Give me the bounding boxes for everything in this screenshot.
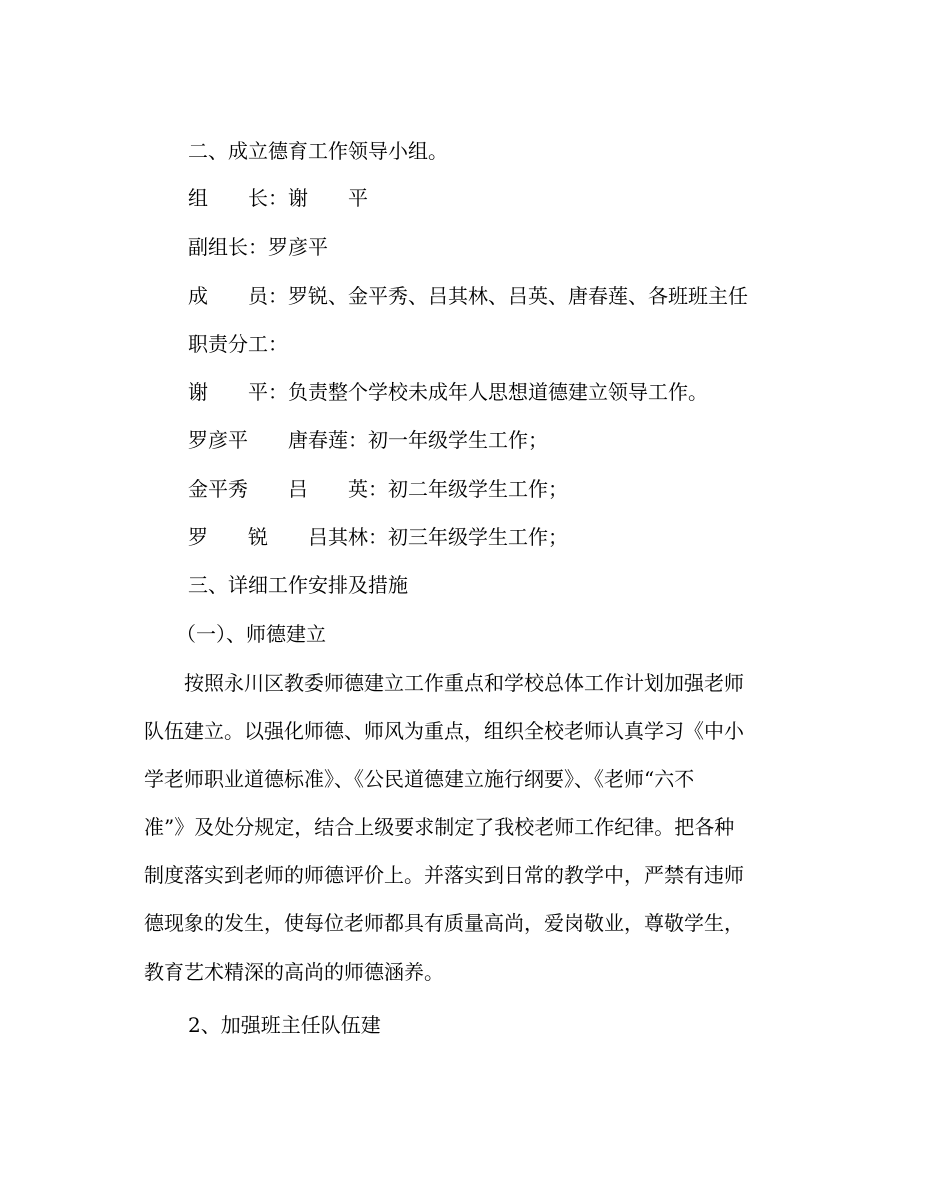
paragraph-line: 德现象的发生，使每位老师都具有质量高尚，爱岗敬业，尊敬学生，	[144, 911, 744, 935]
paragraph-line: 学老师职业道德标准》、《公民道德建立施行纲要》、《老师“六不	[144, 767, 695, 791]
deputy-leader-line: 副组长：罗彦平	[188, 235, 328, 259]
paragraph-line: 准”》及处分规定，结合上级要求制定了我校老师工作纪律。把各种	[144, 815, 735, 839]
paragraph-line: 队伍建立。以强化师德、师风为重点，组织全校老师认真学习《中小	[144, 719, 744, 743]
duty-line-xie: 谢 平：负责整个学校未成年人思想道德建立领导工作。	[188, 380, 708, 404]
duty-title: 职责分工：	[188, 332, 288, 356]
duty-line-grade1: 罗彦平 唐春莲：初一年级学生工作；	[188, 428, 548, 452]
item-heading-2: 2、加强班主任队伍建	[188, 1013, 381, 1037]
leader-line: 组 长：谢 平	[188, 186, 368, 210]
members-line: 成 员：罗锐、金平秀、吕其林、吕英、唐春莲、各班班主任	[188, 284, 748, 308]
section-heading-2: 二、成立德育工作领导小组。	[188, 139, 448, 163]
subsection-heading-1: （一）、师德建立	[176, 622, 326, 646]
paragraph-line: 按照永川区教委师德建立工作重点和学校总体工作计划加强老师	[144, 671, 744, 695]
paragraph-line: 制度落实到老师的师德评价上。并落实到日常的教学中，严禁有违师	[144, 863, 744, 887]
paragraph-line: 教育艺术精深的高尚的师德涵养。	[144, 960, 444, 984]
section-heading-3: 三、详细工作安排及措施	[188, 573, 408, 597]
duty-line-grade3: 罗 锐 吕其林：初三年级学生工作；	[188, 525, 568, 549]
duty-line-grade2: 金平秀 吕 英：初二年级学生工作；	[188, 477, 568, 501]
